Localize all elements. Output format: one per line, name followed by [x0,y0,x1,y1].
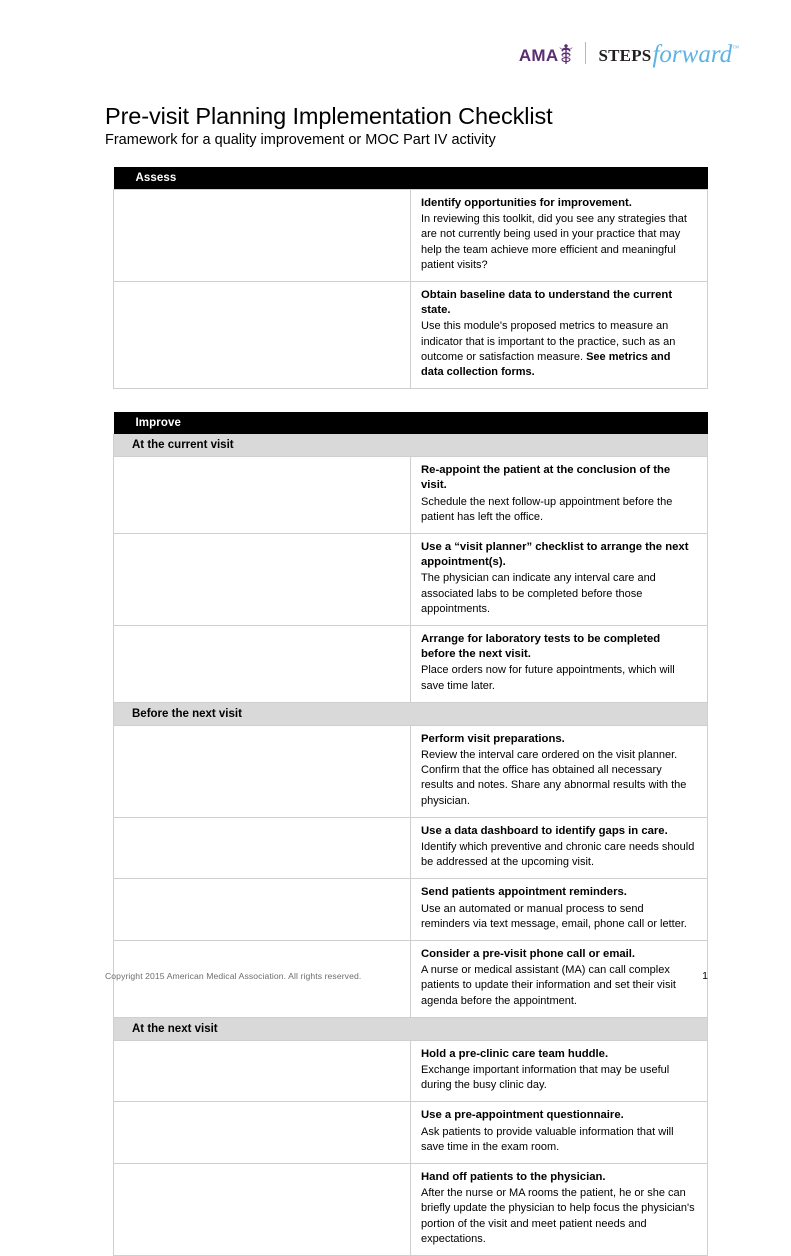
checklist-item-description: Review the interval care ordered on the visit planner. Confirm that the office has obtained all necessary results and notes. Share any abnormal results with the physician. [421,749,687,807]
checklist-item-description [421,319,695,380]
checkbox-cell[interactable] [114,190,411,282]
checklist-section [113,167,708,389]
checklist-item-title: Obtain baseline data to understand the current state. [421,288,673,317]
checkbox-cell[interactable] [114,879,411,941]
checkbox-cell[interactable] [114,457,411,534]
section-subheader-row [114,1017,708,1040]
steps-wordmark: STEPS [598,45,652,65]
section-header-label: Improve [135,417,181,430]
checklist-item-description: In reviewing this toolkit, did you see any strategies that are not currently being used in your practice that may help the team achieve more efficient and meaningful patient visits? [421,213,687,271]
steps-forward-logo [598,41,739,66]
checkbox-cell[interactable] [114,625,411,702]
page-title: Pre-visit Planning Implementation Checklist [105,103,553,129]
page-footer [105,970,708,982]
page-number: 1 [702,970,708,982]
section-subheader-label: Before the next visit [114,702,708,725]
checklist-item-row [114,817,708,879]
checkbox-cell[interactable] [114,725,411,817]
checkbox-cell[interactable] [114,817,411,879]
logo-divider [585,42,586,64]
checkbox-cell[interactable] [114,281,411,388]
brand-logo-bar [519,38,739,68]
checklist-item-description: Schedule the next follow-up appointment before the patient has left the office. [421,495,673,523]
copyright-text: Copyright 2015 American Medical Association. All rights reserved. [105,971,362,981]
section-subheader-row [114,434,708,457]
checklist-item-row [114,457,708,534]
title-block [105,103,725,149]
section-subheader-label: At the current visit [114,434,708,457]
checklist-item-row [114,190,708,282]
checkbox-cell[interactable] [114,1102,411,1164]
checklist-item-description: A nurse or medical assistant (MA) can call complex patients to update their information and set their visit agenda before the appointment. [421,964,676,1007]
checklist-item-row [114,1163,708,1255]
description-text: Use this module's proposed metrics to measure an indicator that is important to the practice, such as an outcome or satisfaction measure. [421,320,676,363]
checklist-section [113,412,708,1256]
checklist-item-row [114,533,708,625]
checklist-item-row [114,879,708,941]
checklist-item-content [411,1040,708,1102]
checklist-item-title: Re-appoint the patient at the conclusion of the visit. [421,464,671,492]
checkbox-cell[interactable] [114,533,411,625]
checklist-item-row [114,1040,708,1102]
checklist-item-row [114,281,708,388]
checklist-item-content [411,817,708,879]
checklist-item-description: Use an automated or manual process to send reminders via text message, email, phone call or letter. [421,902,687,930]
checklist-item-title: Identify opportunities for improvement. [421,197,632,209]
page-subtitle: Framework for a quality improvement or MOC Part IV activity [105,132,496,149]
caduceus-icon [559,43,573,65]
checklist-item-description: Ask patients to provide valuable information that will save time in the exam room. [421,1125,674,1153]
checklist-item-content [411,281,708,388]
trademark-symbol: ™ [732,43,739,52]
ama-wordmark: AMA [518,46,559,65]
checklist-item-title: Consider a pre-visit phone call or email. [421,947,636,960]
checklist-item-title: Use a pre-appointment questionnaire. [421,1109,624,1122]
checkbox-cell[interactable] [114,1040,411,1102]
section-subheader-row [114,702,708,725]
checklist-item-description: Place orders now for future appointments, which will save time later. [421,664,675,692]
checklist-item-row [114,1102,708,1164]
checkbox-cell[interactable] [114,1163,411,1255]
checklist-item-title: Hand off patients to the physician. [421,1170,606,1183]
checklist-item-title: Perform visit preparations. [421,732,565,745]
checklist-item-content [411,1102,708,1164]
section-subheader-label: At the next visit [114,1017,708,1040]
section-header-label: Assess [135,172,177,184]
checklist-item-title: Use a data dashboard to identify gaps in care. [421,824,668,837]
checklist-item-content [411,457,708,534]
checklist-item-row [114,625,708,702]
forward-wordmark: forward [652,40,733,68]
checklist-item-description: Identify which preventive and chronic care needs should be addressed at the upcoming visit. [421,841,695,869]
checklist-item-title: Use a “visit planner” checklist to arrange the next appointment(s). [421,540,689,569]
checklist-item-row [114,725,708,817]
checklist-item-title: Hold a pre-clinic care team huddle. [421,1047,609,1060]
checklist-item-title: Send patients appointment reminders. [421,886,627,899]
checklist-item-description: Exchange important information that may be useful during the busy clinic day. [421,1063,670,1092]
checklist-sections [113,167,708,1256]
checklist-item-content [411,533,708,625]
description-emphasis: See metrics and data collection forms. [421,350,671,378]
checklist-item-content [411,879,708,941]
checklist-item-title: Arrange for laboratory tests to be completed before the next visit. [421,632,661,661]
checklist-item-content [411,625,708,702]
checklist-item-content [411,1163,708,1255]
section-header-row [114,412,708,434]
checklist-item-content [411,190,708,282]
checklist-item-description: The physician can indicate any interval care and associated labs to be completed before those appointments. [421,572,656,615]
ama-logo [519,42,574,64]
checklist-item-description: After the nurse or MA rooms the patient, he or she can briefly update the physician to help focus the physician's portion of the visit and meet patient needs and expectations. [421,1187,695,1245]
checklist-item-content [411,725,708,817]
section-header-row [114,167,708,190]
